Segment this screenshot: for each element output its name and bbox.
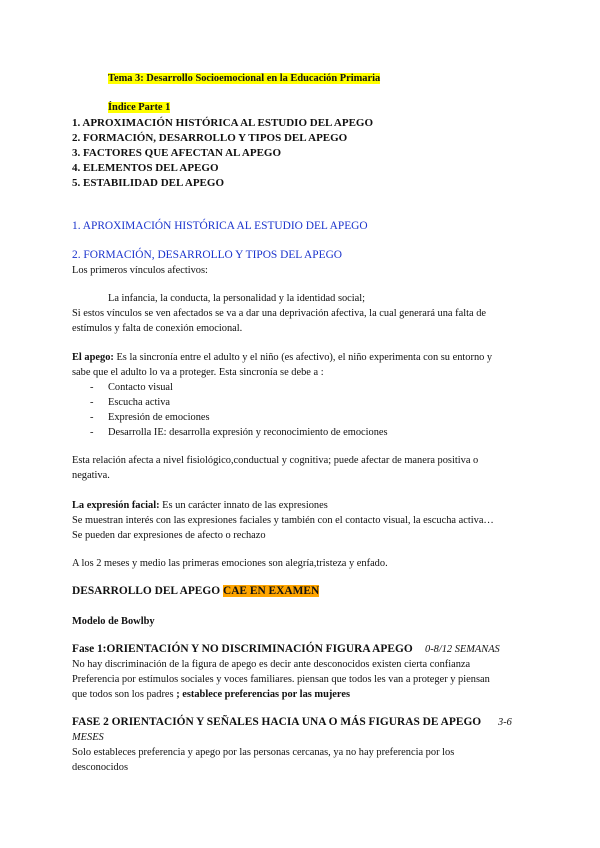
index-title-line <box>108 101 170 114</box>
fase1-title: Fase 1:ORIENTACIÓN Y NO DISCRIMINACIÓN FIGURA APEGO <box>72 643 413 655</box>
index-item-4: 4. ELEMENTOS DEL APEGO <box>72 162 219 174</box>
fase1-line-2: Preferencia por estímulos sociales y voces familiares. piensan que todos les van a proteger y piensan <box>72 674 490 685</box>
apego-text-1: Es la sincronía entre el adulto y el niño (es afectivo), el niño experimenta con su entorno y <box>113 352 493 363</box>
apego-bullet-2: Escucha activa <box>108 397 171 408</box>
vinculos-line-2: estímulos y falta de conexión emocional. <box>72 323 243 334</box>
bullet-mark: - <box>90 382 94 393</box>
relacion-line-1: Esta relación afecta a nivel fisiológico,conductual y cognitiva; puede afectar de manera positiva o <box>72 455 479 466</box>
bullet-mark: - <box>90 427 94 438</box>
relacion-line-2: negativa. <box>72 470 110 481</box>
dos-meses-line: A los 2 meses y medio las primeras emociones son alegría,tristeza y enfado. <box>72 558 388 569</box>
expresion-line-2: Se muestran interés con las expresiones faciales y también con el contacto visual, la escucha activa… <box>72 515 494 526</box>
index-item-1: 1. APROXIMACIÓN HISTÓRICA AL ESTUDIO DEL APEGO <box>72 117 374 129</box>
expresion-line-1 <box>72 499 328 512</box>
expresion-line-3: Se pueden dar expresiones de afecto o rechazo <box>72 530 266 541</box>
cae-examen-badge: CAE EN EXAMEN <box>222 585 320 597</box>
desarrollo-apego-line <box>72 585 319 598</box>
apego-label: El apego: <box>72 352 114 363</box>
apego-bullet-3: Expresión de emociones <box>108 412 210 423</box>
apego-line-2: sabe que el adulto lo va a proteger. Esta sincronía se debe a : <box>72 367 324 378</box>
desarrollo-label: DESARROLLO DEL APEGO <box>72 585 221 597</box>
section2-heading: 2. FORMACIÓN, DESARROLLO Y TIPOS DEL APEGO <box>72 249 343 261</box>
apego-line-1 <box>72 351 492 364</box>
primeros-vinculos: Los primeros vínculos afectivos: <box>72 265 208 276</box>
modelo-bowlby: Modelo de Bowlby <box>72 616 155 627</box>
doc-title-line <box>108 72 380 85</box>
index-item-2: 2. FORMACIÓN, DESARROLLO Y TIPOS DEL APEGO <box>72 132 348 144</box>
fase1-age: 0-8/12 SEMANAS <box>425 644 500 655</box>
fase2-age-unit: MESES <box>72 732 104 743</box>
fase1-line-1: No hay discriminación de la figura de apego es decir ante desconocidos existen cierta confianza <box>72 659 471 670</box>
index-item-3: 3. FACTORES QUE AFECTAN AL APEGO <box>72 147 282 159</box>
expresion-label: La expresión facial: <box>72 500 160 511</box>
bullet-mark: - <box>90 412 94 423</box>
fase2-line-1: Solo estableces preferencia y apego por las personas cercanas, ya no hay preferencia por los <box>72 747 455 758</box>
apego-bullet-4: Desarrolla IE: desarrolla expresión y reconocimiento de emociones <box>108 427 388 438</box>
index-title: Índice Parte 1 <box>108 102 171 113</box>
fase1-line-3-text: que todos son los padres <box>72 689 177 700</box>
fase2-age-range: 3-6 <box>498 717 512 728</box>
fase2-title: FASE 2 ORIENTACIÓN Y SEÑALES HACIA UNA O MÁS FIGURAS DE APEGO <box>72 716 482 728</box>
doc-title: Tema 3: Desarrollo Socioemocional en la Educación Primaria <box>108 73 381 84</box>
vinculos-line-1: Si estos vínculos se ven afectados se va a dar una deprivación afectiva, la cual generará una falta de <box>72 308 486 319</box>
section1-heading: 1. APROXIMACIÓN HISTÓRICA AL ESTUDIO DEL APEGO <box>72 220 368 232</box>
fase2-line-2: desconocidos <box>72 762 128 773</box>
infancia-line: La infancia, la conducta, la personalidad y la identidad social; <box>108 293 366 304</box>
fase1-line-3-bold: ; establece preferencias por las mujeres <box>176 689 350 700</box>
fase1-line-3 <box>72 688 350 701</box>
index-item-5: 5. ESTABILIDAD DEL APEGO <box>72 177 225 189</box>
expresion-text-1: Es un carácter innato de las expresiones <box>159 500 328 511</box>
apego-bullet-1: Contacto visual <box>108 382 173 393</box>
bullet-mark: - <box>90 397 94 408</box>
